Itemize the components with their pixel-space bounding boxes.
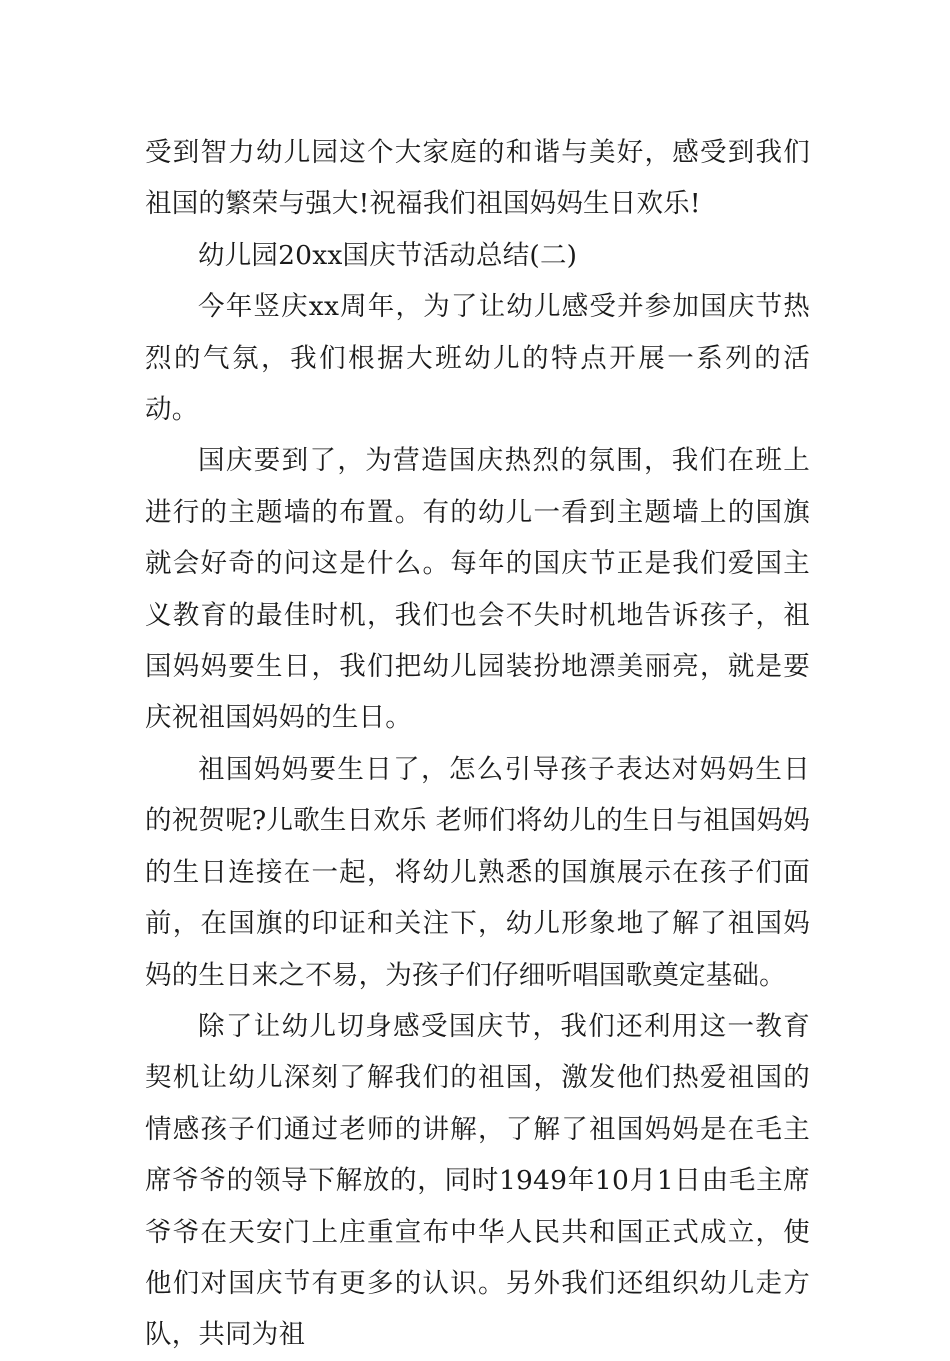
paragraph-1: 今年竖庆xx周年，为了让幼儿感受并参加国庆节热烈的气氛，我们根据大班幼儿的特点开展一系列的活动。	[145, 291, 810, 426]
paragraph-3: 祖国妈妈要生日了，怎么引导孩子表达对妈妈生日的祝贺呢?儿歌生日欢乐 老师们将幼儿的生日与祖国妈妈的生日连接在一起，将幼儿熟悉的国旗展示在孩子们面前，在国旗的印证和关注下，幼儿形象地了解了祖国妈妈的生日来之不易，为孩子们仔细听唱国歌奠定基础。	[145, 753, 810, 991]
paragraph-4: 除了让幼儿切身感受国庆节，我们还利用这一教育契机让幼儿深刻了解我们的祖国，激发他们热爱祖国的情感孩子们通过老师的讲解，了解了祖国妈妈是在毛主席爷爷的领导下解放的，同时1949年10月1日由毛主席爷爷在天安门上庄重宣布中华人民共和国正式成立，使他们对国庆节有更多的认识。另外我们还组织幼儿走方队，共同为祖	[145, 1010, 810, 1351]
paragraph-2: 国庆要到了，为营造国庆热烈的氛围，我们在班上进行的主题墙的布置。有的幼儿一看到主题墙上的国旗就会好奇的问这是什么。每年的国庆节正是我们爱国主义教育的最佳时机，我们也会不失时机地告诉孩子，祖国妈妈要生日，我们把幼儿园装扮地漂美丽亮，就是要庆祝祖国妈妈的生日。	[145, 445, 810, 734]
document-body	[145, 127, 810, 1361]
continued-paragraph: 受到智力幼儿园这个大家庭的和谐与美好，感受到我们祖国的繁荣与强大!祝福我们祖国妈妈生日欢乐!	[145, 137, 810, 220]
section-title: 幼儿园20xx国庆节活动总结(二)	[198, 239, 578, 271]
